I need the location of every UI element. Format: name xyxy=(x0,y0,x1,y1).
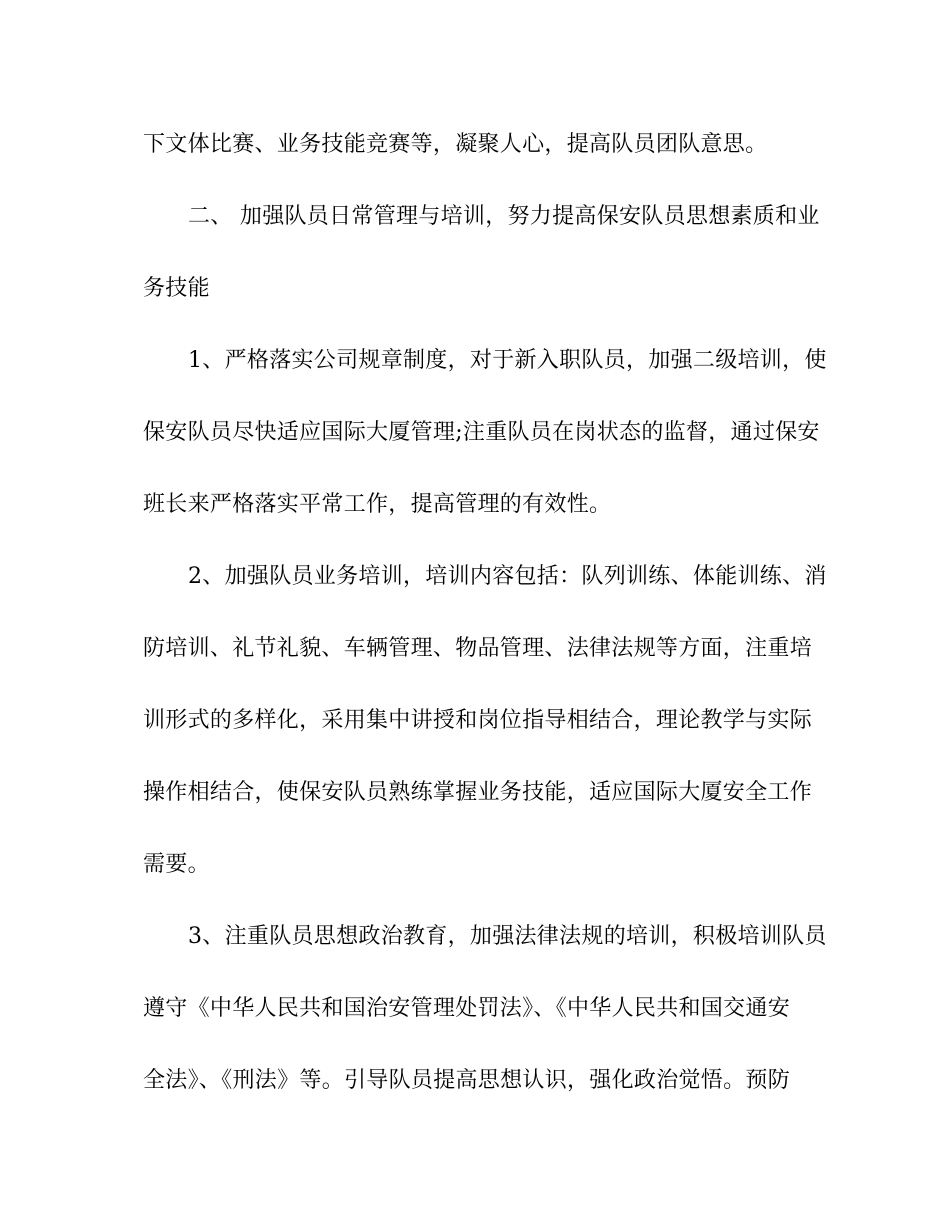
text-line: 训形式的多样化，采用集中讲授和岗位指导相结合，理论教学与实际 xyxy=(143,708,813,733)
paragraph-line: 3、注重队员思想政治教育，加强法律法规的培训，积极培训队员 xyxy=(188,924,827,949)
text-line: 班长来严格落实平常工作，提高管理的有效性。 xyxy=(143,492,612,517)
text-line: 操作相结合，使保安队员熟练掌握业务技能，适应国际大厦安全工作 xyxy=(143,780,813,805)
text-line: 遵守《中华人民共和国治安管理处罚法》、《中华人民共和国交通安 xyxy=(143,996,791,1021)
paragraph-line: 1、严格落实公司规章制度，对于新入职队员，加强二级培训，使 xyxy=(188,348,827,373)
text-line: 需要。 xyxy=(143,852,210,877)
section-heading: 二、 加强队员日常管理与培训，努力提高保安队员思想素质和业 xyxy=(188,204,820,229)
paragraph-line: 2、加强队员业务培训，培训内容包括：队列训练、体能训练、消 xyxy=(188,564,827,589)
text-line: 防培训、礼节礼貌、车辆管理、物品管理、法律法规等方面，注重培 xyxy=(143,636,813,661)
text-line: 下文体比赛、业务技能竞赛等，凝聚人心，提高队员团队意思。 xyxy=(143,132,768,157)
text-line: 保安队员尽快适应国际大厦管理;注重队员在岗状态的监督，通过保安 xyxy=(143,420,820,445)
text-line: 务技能 xyxy=(143,276,210,301)
text-line: 全法》、《刑法》等。引导队员提高思想认识，强化政治觉悟。预防 xyxy=(143,1068,791,1093)
